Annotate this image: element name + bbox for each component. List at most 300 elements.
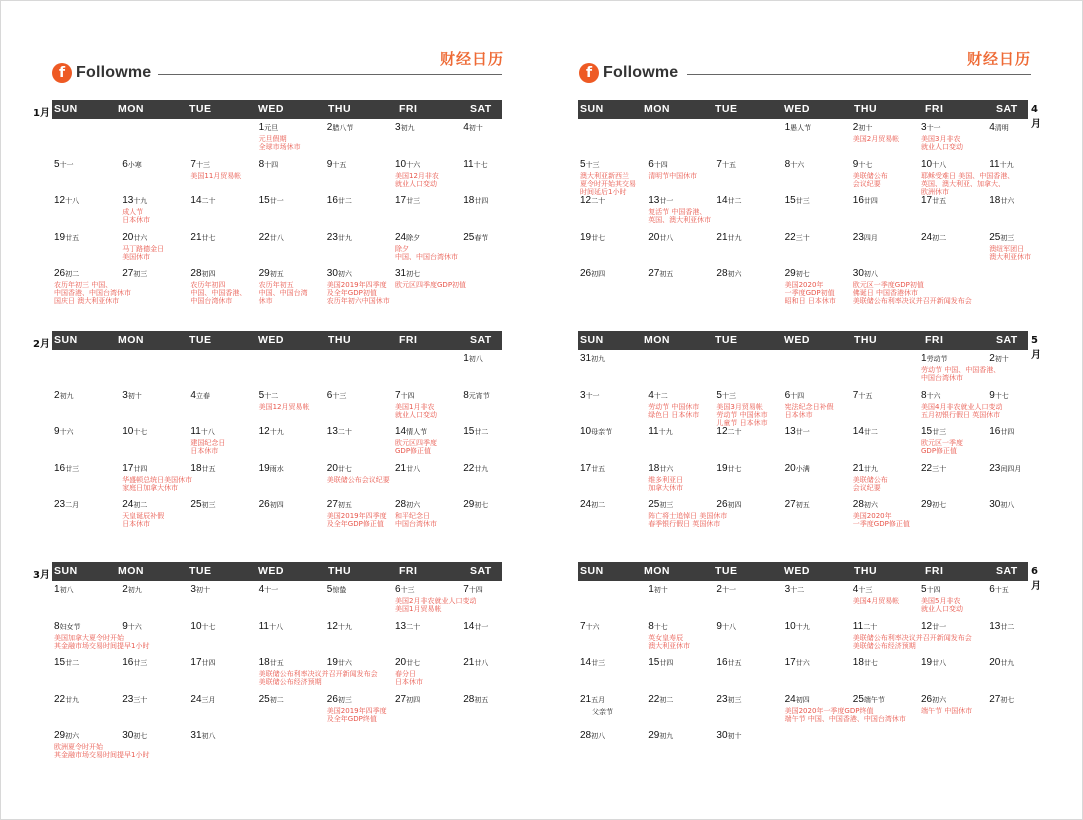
calendar-day-cell[interactable] [580, 232, 648, 270]
calendar-day-cell[interactable] [648, 657, 716, 695]
calendar-day-cell[interactable] [259, 463, 327, 501]
month-block [33, 331, 502, 551]
calendar-day-cell[interactable] [259, 694, 327, 732]
calendar-day-cell[interactable] [580, 353, 648, 391]
lunar-date: 初四 [201, 271, 216, 279]
calendar-day-cell[interactable] [989, 122, 1057, 160]
calendar-day-cell[interactable] [989, 584, 1057, 622]
calendar-day-cell[interactable] [580, 730, 648, 768]
date-number: 26 [326, 693, 338, 705]
calendar-day-cell[interactable] [259, 122, 327, 160]
date-number: 17 [921, 195, 933, 207]
day-number [54, 232, 122, 245]
lunar-date: 廿七 [337, 465, 352, 473]
calendar-day-cell[interactable] [648, 730, 716, 768]
calendar-day-cell[interactable] [785, 499, 853, 537]
calendar-day-cell[interactable] [989, 195, 1057, 233]
calendar-day-cell[interactable] [54, 657, 122, 695]
day-number [921, 353, 989, 366]
calendar-day-cell[interactable] [716, 232, 784, 270]
calendar-day-cell[interactable] [853, 463, 921, 501]
calendar-day-cell[interactable] [395, 390, 463, 428]
lunar-date: 初六 [932, 696, 947, 704]
date-number: 27 [326, 499, 338, 511]
calendar-day-cell[interactable] [327, 159, 395, 197]
date-number: 21 [190, 231, 202, 243]
calendar-day-cell[interactable] [395, 499, 463, 537]
calendar-day-cell[interactable] [463, 390, 531, 428]
date-number: 1 [463, 353, 469, 364]
date-number: 15 [258, 195, 270, 207]
day-number [989, 657, 1057, 670]
event-note: 美国2020年 [852, 512, 892, 521]
calendar-day-cell[interactable] [259, 584, 327, 622]
event-note: 美联储公布利率决议并召开新闻发布会 [258, 670, 378, 679]
event-note: 美国2月非农就业人口变动 [395, 597, 477, 605]
calendar-day-cell[interactable] [580, 499, 648, 537]
calendar-day-cell[interactable] [921, 621, 989, 659]
weekday-sat: SAT [996, 103, 1018, 115]
calendar-day-cell[interactable] [54, 232, 122, 270]
calendar-day-cell[interactable] [327, 195, 395, 233]
calendar-day-cell[interactable] [190, 268, 258, 306]
calendar-day-cell[interactable] [259, 232, 327, 270]
calendar-day-cell[interactable] [716, 694, 784, 732]
date-number: 25 [258, 693, 270, 705]
calendar-day-cell[interactable] [580, 195, 648, 233]
calendar-day-cell[interactable] [259, 426, 327, 464]
calendar-day-cell[interactable] [463, 463, 531, 501]
day-number [785, 122, 853, 135]
lunar-date: 腊八节 [332, 125, 354, 132]
weekday-fri: FRI [925, 103, 944, 115]
calendar-day-cell[interactable] [853, 657, 921, 695]
calendar-day-cell[interactable] [716, 390, 784, 428]
calendar-day-cell[interactable] [395, 694, 463, 732]
calendar-day-cell[interactable] [463, 657, 531, 695]
calendar-day-cell[interactable] [259, 499, 327, 537]
calendar-day-cell[interactable] [921, 499, 989, 537]
calendar-day-cell[interactable] [122, 499, 190, 537]
day-number [122, 621, 190, 634]
date-number: 24 [190, 693, 202, 705]
calendar-day-cell[interactable] [648, 621, 716, 659]
calendar-day-cell[interactable] [122, 426, 190, 464]
event-note: 春季银行假日 英国休市 [648, 520, 721, 529]
calendar-day-cell[interactable] [54, 390, 122, 428]
calendar-day-cell[interactable] [853, 232, 921, 270]
calendar-day-cell[interactable] [852, 268, 972, 306]
date-number: 18 [989, 195, 1001, 207]
calendar-day-cell[interactable] [648, 195, 716, 233]
calendar-day-cell[interactable] [190, 463, 258, 501]
calendar-day-cell[interactable] [989, 694, 1057, 732]
date-number: 2 [54, 389, 60, 401]
calendar-day-cell[interactable] [395, 232, 463, 270]
date-number: 15 [648, 657, 660, 669]
calendar-day-cell[interactable] [54, 694, 122, 732]
event-note: 日本休市 [190, 447, 219, 456]
calendar-day-cell[interactable] [54, 426, 122, 464]
event-note: 日本休市 [122, 520, 151, 529]
calendar-day-cell[interactable] [648, 232, 716, 270]
calendar-day-cell[interactable] [122, 730, 190, 768]
calendar-day-cell[interactable] [327, 390, 395, 428]
weekday-sun: SUN [580, 334, 604, 346]
calendar-day-cell[interactable] [921, 657, 989, 695]
calendar-day-cell[interactable] [54, 463, 122, 501]
lunar-date: 母亲节 [591, 429, 613, 437]
calendar-day-cell[interactable] [853, 159, 921, 197]
date-number: 13 [648, 195, 660, 207]
calendar-day-cell[interactable] [259, 195, 327, 233]
calendar-day-cell[interactable] [853, 694, 921, 732]
lunar-date: 初五 [269, 271, 284, 279]
calendar-day-cell[interactable] [716, 159, 784, 197]
calendar-day-cell[interactable] [122, 657, 190, 695]
calendar-day-cell[interactable] [190, 584, 258, 622]
weekday-tue: TUE [189, 565, 212, 577]
calendar-day-cell[interactable] [989, 463, 1057, 501]
date-number: 4 [989, 122, 995, 133]
month-label: 3月 [33, 570, 50, 581]
calendar-day-cell[interactable] [327, 268, 395, 306]
lunar-date: 十三 [721, 392, 736, 400]
calendar-day-cell[interactable] [648, 694, 716, 732]
calendar-day-cell[interactable] [327, 657, 395, 695]
date-number: 10 [921, 158, 933, 170]
calendar-day-cell[interactable] [463, 584, 531, 622]
calendar-day-cell[interactable] [648, 426, 716, 464]
calendar-day-cell[interactable] [716, 621, 784, 659]
event-note: 就业人口变动 [921, 143, 963, 151]
calendar-day-cell[interactable] [395, 122, 463, 160]
day-number [327, 426, 395, 439]
calendar-day-cell[interactable] [785, 159, 853, 197]
calendar-day-cell[interactable] [716, 426, 784, 464]
day-number [989, 232, 1057, 245]
day-number [54, 159, 122, 172]
calendar-day-cell[interactable] [989, 390, 1057, 428]
calendar-day-cell[interactable] [190, 232, 258, 270]
calendar-day-cell[interactable] [921, 584, 989, 622]
calendar-day-cell[interactable] [921, 195, 989, 233]
calendar-day-cell[interactable] [648, 159, 716, 197]
calendar-day-cell[interactable] [190, 390, 258, 428]
calendar-day-cell[interactable] [54, 195, 122, 233]
calendar-day-cell[interactable] [580, 621, 648, 659]
weekday-sat: SAT [470, 103, 492, 115]
day-number [190, 159, 258, 172]
calendar-day-cell[interactable] [327, 426, 395, 464]
weekday-sat: SAT [470, 565, 492, 577]
calendar-day-cell[interactable] [327, 122, 395, 160]
day-number [463, 159, 531, 172]
calendar-day-cell[interactable] [648, 268, 716, 306]
weekday-sat: SAT [996, 565, 1018, 577]
day-number [190, 390, 258, 403]
calendar-day-cell[interactable] [122, 195, 190, 233]
calendar-day-cell[interactable] [463, 353, 531, 391]
calendar-day-cell[interactable] [190, 694, 258, 732]
lunar-date: 初二 [932, 234, 947, 242]
calendar-day-cell[interactable] [395, 657, 463, 695]
lunar-date: 愚人节 [790, 125, 812, 132]
calendar-day-cell[interactable] [122, 390, 190, 428]
date-number: 4 [258, 584, 265, 595]
calendar-day-cell[interactable] [190, 426, 258, 464]
calendar-day-cell[interactable] [463, 122, 531, 160]
lunar-date: 廿三 [406, 198, 421, 206]
day-number [190, 694, 258, 707]
lunar-date: 初十 [858, 125, 873, 132]
calendar-day-cell[interactable] [853, 195, 921, 233]
calendar-day-cell[interactable] [580, 426, 648, 464]
calendar-day-cell[interactable] [54, 159, 122, 197]
day-number [716, 268, 784, 281]
day-number [259, 463, 327, 476]
date-number: 23 [326, 231, 338, 243]
day-number [54, 657, 122, 670]
calendar-day-cell[interactable] [989, 159, 1057, 197]
date-number: 5 [580, 158, 586, 170]
event-note: 劳动节 中国休市 [716, 410, 768, 419]
lunar-date: 十六 [406, 161, 421, 169]
event-note: 一季度GDP修正值 [852, 520, 910, 529]
calendar-day-cell[interactable] [327, 463, 395, 501]
calendar-day-cell[interactable] [122, 462, 193, 501]
lunar-date: 廿五 [591, 465, 606, 473]
day-number [785, 463, 853, 476]
day-number [785, 499, 853, 512]
calendar-day-cell[interactable] [327, 584, 395, 622]
event-note: 阵亡将士追悼日 美国休市 [648, 512, 728, 521]
calendar-day-cell[interactable] [853, 499, 921, 537]
calendar-day-cell[interactable] [989, 426, 1057, 464]
weekday-sat: SAT [996, 334, 1018, 346]
calendar-day-cell[interactable] [785, 232, 853, 270]
calendar-day-cell[interactable] [785, 426, 853, 464]
weekday-sun: SUN [580, 103, 604, 115]
calendar-day-cell[interactable] [190, 730, 258, 768]
lunar-date: 初九 [127, 587, 142, 594]
calendar-day-cell[interactable] [921, 353, 1001, 391]
calendar-day-cell[interactable] [190, 621, 258, 659]
day-number [395, 694, 463, 707]
day-number [190, 426, 258, 439]
calendar-day-cell[interactable] [921, 463, 989, 501]
date-number: 28 [852, 499, 864, 511]
date-number: 11 [258, 620, 269, 632]
event-note: 中国、中国香港、 [190, 289, 247, 298]
day-number [463, 426, 531, 439]
calendar-day-cell[interactable] [327, 694, 395, 732]
calendar-day-cell[interactable] [122, 268, 190, 306]
event-note: 五月初银行假日 英国休市 [921, 410, 1001, 419]
lunar-date: 十五 [858, 392, 873, 400]
calendar-day-cell[interactable] [785, 657, 853, 695]
calendar-day-cell[interactable] [395, 195, 463, 233]
calendar-day-cell[interactable] [989, 232, 1057, 270]
date-number: 3 [784, 584, 791, 595]
date-number: 18 [852, 657, 864, 669]
day-number [54, 584, 122, 597]
calendar-day-cell[interactable] [395, 621, 463, 659]
calendar-day-cell[interactable] [463, 195, 531, 233]
calendar-day-cell[interactable] [580, 694, 648, 732]
calendar-day-cell[interactable] [853, 390, 921, 428]
calendar-day-cell[interactable] [259, 268, 327, 306]
lunar-date: 初七 [795, 271, 810, 279]
calendar-day-cell[interactable] [648, 584, 716, 622]
lunar-date: 廿八 [659, 234, 674, 242]
header-rule [687, 74, 1031, 75]
lunar-date: 除夕 [406, 234, 421, 242]
calendar-day-cell[interactable] [989, 657, 1057, 695]
calendar-day-cell[interactable] [122, 159, 190, 197]
lunar-date: 廿六 [133, 234, 148, 242]
day-number [463, 390, 531, 403]
date-number: 13 [989, 620, 1001, 632]
day-number [921, 195, 989, 208]
calendar-day-cell[interactable] [327, 232, 395, 270]
calendar-day-cell[interactable] [122, 621, 190, 659]
date-number: 7 [852, 389, 859, 401]
calendar-day-cell[interactable] [921, 694, 989, 732]
calendar-day-cell[interactable] [463, 621, 531, 659]
calendar-day-cell[interactable] [853, 584, 921, 622]
brand-logo [52, 62, 151, 84]
date-number: 7 [580, 620, 586, 632]
calendar-day-cell[interactable] [395, 159, 463, 197]
day-number [716, 232, 784, 245]
calendar-day-cell[interactable] [327, 621, 395, 659]
calendar-day-cell[interactable] [190, 499, 258, 537]
event-note: 澳大利亚休市 [648, 641, 691, 650]
date-number: 15 [463, 426, 475, 438]
calendar-day-cell[interactable] [259, 159, 327, 197]
calendar-day-cell[interactable] [989, 621, 1057, 659]
calendar-day-cell[interactable] [54, 499, 122, 537]
calendar-day-cell[interactable] [921, 426, 989, 464]
calendar-day-cell[interactable] [580, 390, 648, 428]
calendar-day-cell[interactable] [463, 159, 531, 197]
calendar-day-cell[interactable] [395, 426, 463, 464]
calendar-day-cell[interactable] [122, 232, 190, 270]
date-number: 19 [258, 462, 270, 474]
calendar-day-cell[interactable] [190, 657, 258, 695]
calendar-day-cell[interactable] [122, 694, 190, 732]
calendar-day-cell[interactable] [327, 499, 395, 537]
calendar-day-cell[interactable] [785, 122, 853, 160]
calendar-day-cell[interactable] [463, 499, 531, 537]
calendar-day-cell[interactable] [716, 499, 784, 537]
calendar-day-cell[interactable] [716, 463, 784, 501]
day-number [785, 390, 853, 403]
calendar-day-cell[interactable] [122, 584, 190, 622]
calendar-day-cell[interactable] [716, 195, 784, 233]
lunar-date: 廿七 [863, 660, 878, 668]
day-number [395, 390, 463, 403]
event-note: 中国台湾休市 [921, 374, 963, 382]
month-label: 2月 [33, 339, 50, 350]
calendar-day-cell[interactable] [716, 268, 784, 306]
calendar-day-cell[interactable] [463, 426, 531, 464]
date-number: 12 [580, 195, 592, 207]
calendar-day-cell[interactable] [716, 584, 784, 622]
calendar-day-cell[interactable] [785, 621, 853, 659]
date-number: 21 [716, 231, 728, 243]
month-block [578, 100, 1041, 320]
calendar-day-cell[interactable] [395, 268, 467, 306]
lunar-date: 十三 [585, 161, 600, 169]
day-number [989, 159, 1057, 172]
calendar-day-cell[interactable] [648, 390, 716, 428]
event-note: 劳动节 中国、中国香港、 [921, 366, 1001, 374]
day-number [648, 390, 716, 403]
calendar-day-cell[interactable] [190, 195, 258, 233]
calendar-day-cell[interactable] [921, 232, 989, 270]
date-number: 22 [463, 462, 475, 474]
date-number: 19 [326, 657, 338, 669]
calendar-day-cell[interactable] [463, 694, 531, 732]
day-number [989, 694, 1057, 707]
calendar-day-cell[interactable] [989, 499, 1057, 537]
calendar-day-cell[interactable] [785, 463, 853, 501]
calendar-day-cell[interactable] [989, 353, 1057, 391]
lunar-date: 廿二 [337, 198, 352, 206]
calendar-day-cell[interactable] [716, 657, 784, 695]
calendar-day-cell[interactable] [785, 584, 853, 622]
calendar-day-cell[interactable] [54, 584, 122, 622]
calendar-day-cell[interactable] [580, 268, 648, 306]
calendar-day-cell[interactable] [785, 195, 853, 233]
calendar-day-cell[interactable] [853, 426, 921, 464]
lunar-date: 十六 [127, 623, 142, 631]
date-number: 8 [258, 158, 265, 170]
event-note: 美国1月非农 [395, 402, 435, 411]
lunar-date: 十九 [337, 623, 352, 631]
day-number [54, 195, 122, 208]
calendar-page-left [0, 0, 541, 820]
calendar-day-cell[interactable] [648, 463, 716, 501]
calendar-day-cell[interactable] [853, 122, 921, 160]
calendar-day-cell[interactable] [395, 463, 463, 501]
day-number [785, 584, 853, 597]
calendar-day-cell[interactable] [921, 122, 989, 160]
calendar-day-cell[interactable] [785, 390, 853, 428]
calendar-day-cell[interactable] [785, 268, 853, 306]
lunar-date: 初八 [468, 356, 483, 363]
calendar-day-cell[interactable] [259, 621, 327, 659]
lunar-date: 十二 [264, 392, 279, 400]
date-number: 8 [54, 620, 60, 632]
lunar-date: 初二 [591, 502, 606, 510]
lunar-date: 初十 [653, 587, 668, 594]
calendar-day-cell[interactable] [190, 159, 258, 197]
calendar-day-cell[interactable] [259, 390, 327, 428]
event-note: 和平纪念日 [395, 512, 430, 521]
calendar-day-cell[interactable] [463, 232, 531, 270]
event-note: 美国1月贸易帐 [395, 605, 442, 613]
day-number [648, 426, 716, 439]
calendar-day-cell[interactable] [580, 657, 648, 695]
day-number [190, 232, 258, 245]
day-number [463, 621, 531, 634]
calendar-day-cell[interactable] [580, 159, 648, 197]
calendar-day-cell[interactable] [580, 463, 648, 501]
calendar-day-cell[interactable] [716, 730, 784, 768]
